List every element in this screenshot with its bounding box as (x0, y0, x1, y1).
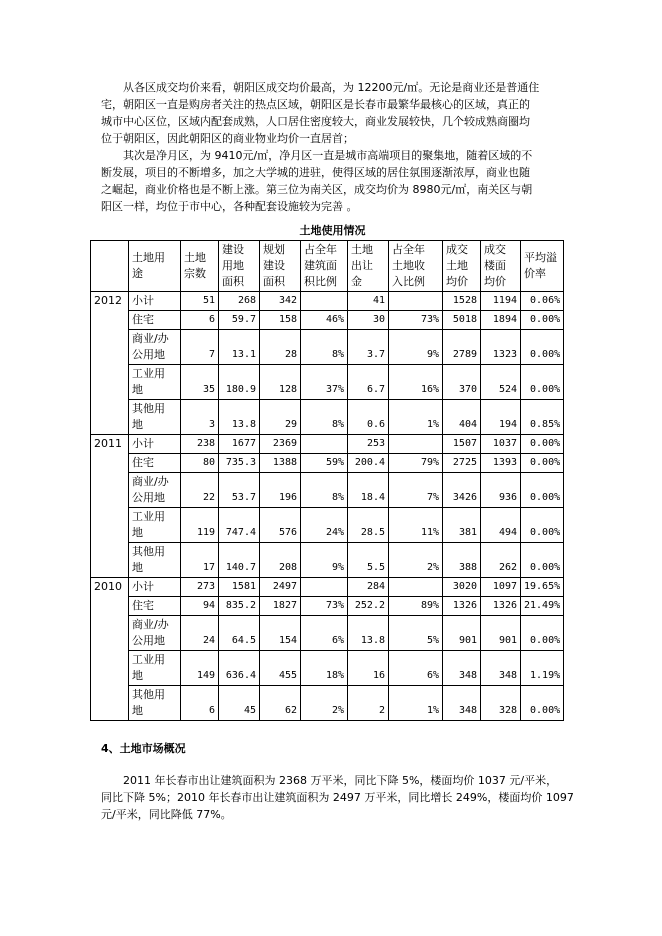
value-cell: 89% (389, 597, 443, 616)
column-header-text: 出让 (351, 259, 373, 272)
column-header (181, 241, 219, 292)
value-cell: 62 (260, 686, 301, 721)
paragraph-district-prices (101, 79, 571, 215)
value-cell: 11% (389, 508, 443, 543)
category-text: 公用地 (132, 348, 165, 361)
value-cell: 328 (481, 686, 521, 721)
value-cell: 46% (301, 311, 348, 330)
category-text: 其他用 (132, 545, 165, 558)
value-cell: 2% (389, 543, 443, 578)
value-cell: 73% (389, 311, 443, 330)
value-cell: 1323 (481, 330, 521, 365)
value-cell: 5% (389, 616, 443, 651)
category-cell (129, 578, 181, 597)
value-cell: 747.4 (219, 508, 260, 543)
value-cell: 45 (219, 686, 260, 721)
value-cell: 2% (301, 686, 348, 721)
value-cell: 194 (481, 400, 521, 435)
value-cell: 9% (301, 543, 348, 578)
value-cell: 268 (219, 292, 260, 311)
value-cell (301, 578, 348, 597)
value-cell: 0.00% (521, 365, 564, 400)
value-cell: 28.5 (348, 508, 389, 543)
paragraph-line: 元/平米，同比降低 77%。 (101, 808, 232, 821)
table-row (91, 597, 564, 616)
value-cell: 0.00% (521, 435, 564, 454)
value-cell: 936 (481, 473, 521, 508)
value-cell: 0.6 (348, 400, 389, 435)
table-row (91, 651, 564, 686)
paragraph-line: 2011 年长春市出让建筑面积为 2368 万平米，同比下降 5%，楼面均价 1037 元/平米， (123, 774, 558, 787)
value-cell: 158 (260, 311, 301, 330)
value-cell: 16 (348, 651, 389, 686)
value-cell: 1037 (481, 435, 521, 454)
value-cell: 149 (181, 651, 219, 686)
value-cell: 0.00% (521, 454, 564, 473)
value-cell: 1581 (219, 578, 260, 597)
category-text: 地 (132, 561, 143, 574)
table-row (91, 508, 564, 543)
column-header (260, 241, 301, 292)
category-text: 其他用 (132, 688, 165, 701)
category-text: 其他用 (132, 402, 165, 415)
section-heading: 4、土地市场概况 (101, 742, 186, 755)
value-cell: 1.19% (521, 651, 564, 686)
value-cell (389, 578, 443, 597)
category-text: 地 (132, 669, 143, 682)
value-cell: 252.2 (348, 597, 389, 616)
value-cell: 388 (443, 543, 481, 578)
table-row (91, 292, 564, 311)
column-header-text: 面积 (222, 275, 244, 288)
value-cell: 3 (181, 400, 219, 435)
column-header-text: 建筑面 (304, 259, 337, 272)
value-cell: 0.85% (521, 400, 564, 435)
column-header-text: 规划 (263, 243, 285, 256)
column-header (521, 241, 564, 292)
value-cell: 342 (260, 292, 301, 311)
table-row (91, 686, 564, 721)
value-cell: 1% (389, 400, 443, 435)
year-cell: 2011 (91, 435, 129, 578)
table-row (91, 454, 564, 473)
value-cell: 253 (348, 435, 389, 454)
value-cell: 2369 (260, 435, 301, 454)
value-cell: 1393 (481, 454, 521, 473)
value-cell: 29 (260, 400, 301, 435)
value-cell: 735.3 (219, 454, 260, 473)
category-text: 地 (132, 418, 143, 431)
value-cell: 128 (260, 365, 301, 400)
value-cell: 901 (443, 616, 481, 651)
value-cell: 1388 (260, 454, 301, 473)
header-year-blank (91, 241, 129, 292)
value-cell: 119 (181, 508, 219, 543)
category-cell (129, 686, 181, 721)
column-header-text: 成交 (446, 243, 468, 256)
value-cell: 636.4 (219, 651, 260, 686)
value-cell: 53.7 (219, 473, 260, 508)
value-cell: 284 (348, 578, 389, 597)
table-header-row (91, 241, 564, 292)
value-cell: 1677 (219, 435, 260, 454)
value-cell: 19.65% (521, 578, 564, 597)
category-cell (129, 365, 181, 400)
value-cell: 200.4 (348, 454, 389, 473)
value-cell: 59% (301, 454, 348, 473)
value-cell: 1194 (481, 292, 521, 311)
value-cell: 79% (389, 454, 443, 473)
table-row (91, 365, 564, 400)
paragraph-land-market (101, 772, 574, 823)
value-cell: 21.49% (521, 597, 564, 616)
paragraph-line: 同比下降 5%；2010 年长春市出让建筑面积为 2497 万平米，同比增长 249%，楼面均价 1097 (101, 791, 574, 804)
value-cell: 0.06% (521, 292, 564, 311)
column-header (348, 241, 389, 292)
paragraph-line: 断发展，项目的不断增多，加之大学城的进驻，使得区域的居住氛围逐渐浓厚，商业也随 (101, 166, 530, 179)
value-cell: 1827 (260, 597, 301, 616)
column-header-text: 楼面 (484, 259, 506, 272)
value-cell: 1326 (443, 597, 481, 616)
value-cell: 0.00% (521, 616, 564, 651)
column-header-text: 金 (351, 275, 362, 288)
category-text: 工业用 (132, 653, 165, 666)
column-header-text: 土地收 (392, 259, 425, 272)
value-cell: 35 (181, 365, 219, 400)
table-row (91, 400, 564, 435)
paragraph-line: 位于朝阳区，因此朝阳区的商业物业均价一直居首； (101, 132, 354, 145)
value-cell: 94 (181, 597, 219, 616)
table-row (91, 330, 564, 365)
category-cell (129, 400, 181, 435)
column-header-text: 建设 (263, 259, 285, 272)
value-cell: 7% (389, 473, 443, 508)
value-cell: 13.1 (219, 330, 260, 365)
column-header (129, 241, 181, 292)
value-cell: 1507 (443, 435, 481, 454)
year-cell: 2012 (91, 292, 129, 435)
column-header (443, 241, 481, 292)
category-text: 工业用 (132, 367, 165, 380)
table-title: 土地使用情况 (299, 224, 366, 237)
value-cell: 455 (260, 651, 301, 686)
value-cell: 154 (260, 616, 301, 651)
category-text: 住宅 (132, 313, 154, 326)
value-cell: 901 (481, 616, 521, 651)
value-cell: 6 (181, 686, 219, 721)
value-cell: 17 (181, 543, 219, 578)
value-cell: 1% (389, 686, 443, 721)
value-cell: 41 (348, 292, 389, 311)
column-header-text: 宗数 (184, 267, 206, 280)
value-cell: 140.7 (219, 543, 260, 578)
paragraph-line: 宅，朝阳区一直是购房者关注的热点区域，朝阳区是长春市最繁华最核心的区域，真正的 (101, 98, 530, 111)
value-cell: 404 (443, 400, 481, 435)
category-cell (129, 543, 181, 578)
column-header (219, 241, 260, 292)
column-header-text: 土地 (184, 251, 206, 264)
value-cell: 3020 (443, 578, 481, 597)
value-cell: 196 (260, 473, 301, 508)
value-cell: 37% (301, 365, 348, 400)
value-cell: 0.00% (521, 330, 564, 365)
value-cell: 835.2 (219, 597, 260, 616)
table-row (91, 578, 564, 597)
category-text: 小计 (132, 580, 154, 593)
column-header-text: 占全年 (392, 243, 425, 256)
value-cell: 2789 (443, 330, 481, 365)
column-header-text: 土地 (446, 259, 468, 272)
category-cell (129, 454, 181, 473)
category-text: 住宅 (132, 599, 154, 612)
value-cell: 1528 (443, 292, 481, 311)
value-cell: 13.8 (348, 616, 389, 651)
value-cell: 2497 (260, 578, 301, 597)
category-text: 商业/办 (132, 475, 169, 488)
value-cell: 1326 (481, 597, 521, 616)
value-cell: 348 (443, 651, 481, 686)
value-cell: 262 (481, 543, 521, 578)
category-text: 工业用 (132, 510, 165, 523)
value-cell: 1894 (481, 311, 521, 330)
value-cell: 30 (348, 311, 389, 330)
value-cell: 494 (481, 508, 521, 543)
value-cell: 7 (181, 330, 219, 365)
category-cell (129, 616, 181, 651)
column-header (481, 241, 521, 292)
column-header-text: 建设 (222, 243, 244, 256)
value-cell: 0.00% (521, 686, 564, 721)
value-cell: 0.00% (521, 473, 564, 508)
column-header-text: 土地用 (132, 251, 165, 264)
value-cell: 0.00% (521, 543, 564, 578)
value-cell (389, 292, 443, 311)
value-cell (301, 292, 348, 311)
column-header-text: 途 (132, 267, 143, 280)
value-cell: 8% (301, 400, 348, 435)
column-header-text: 均价 (446, 275, 468, 288)
value-cell: 64.5 (219, 616, 260, 651)
value-cell: 6 (181, 311, 219, 330)
paragraph-line: 其次是净月区，为 9410元/㎡，净月区一直是城市高端项目的聚集地，随着区域的不 (123, 149, 533, 162)
column-header-text: 土地 (351, 243, 373, 256)
category-cell (129, 435, 181, 454)
value-cell: 0.00% (521, 508, 564, 543)
value-cell: 381 (443, 508, 481, 543)
category-text: 地 (132, 383, 143, 396)
value-cell: 51 (181, 292, 219, 311)
value-cell: 28 (260, 330, 301, 365)
value-cell: 6% (301, 616, 348, 651)
category-text: 地 (132, 526, 143, 539)
value-cell: 8% (301, 330, 348, 365)
category-cell (129, 330, 181, 365)
category-text: 公用地 (132, 491, 165, 504)
value-cell: 3426 (443, 473, 481, 508)
category-cell (129, 311, 181, 330)
table-row (91, 473, 564, 508)
value-cell: 6.7 (348, 365, 389, 400)
value-cell: 3.7 (348, 330, 389, 365)
category-text: 住宅 (132, 456, 154, 469)
value-cell: 238 (181, 435, 219, 454)
value-cell: 576 (260, 508, 301, 543)
category-cell (129, 651, 181, 686)
value-cell: 2 (348, 686, 389, 721)
column-header (301, 241, 348, 292)
value-cell (389, 435, 443, 454)
year-cell: 2010 (91, 578, 129, 721)
value-cell: 524 (481, 365, 521, 400)
column-header-text: 成交 (484, 243, 506, 256)
column-header-text: 平均溢 (524, 251, 557, 264)
table-row (91, 616, 564, 651)
value-cell: 5018 (443, 311, 481, 330)
value-cell: 348 (481, 651, 521, 686)
category-text: 地 (132, 704, 143, 717)
value-cell: 8% (301, 473, 348, 508)
table-row (91, 543, 564, 578)
category-text: 公用地 (132, 634, 165, 647)
paragraph-line: 之崛起，商业价格也是不断上涨。第三位为南关区，成交均价为 8980元/㎡，南关区与朝 (101, 183, 533, 196)
table-row (91, 311, 564, 330)
value-cell: 24 (181, 616, 219, 651)
value-cell: 348 (443, 686, 481, 721)
category-text: 商业/办 (132, 618, 169, 631)
column-header-text: 用地 (222, 259, 244, 272)
column-header-text: 积比例 (304, 275, 337, 288)
column-header-text: 占全年 (304, 243, 337, 256)
value-cell: 73% (301, 597, 348, 616)
value-cell: 22 (181, 473, 219, 508)
value-cell: 208 (260, 543, 301, 578)
column-header-text: 均价 (484, 275, 506, 288)
category-text: 小计 (132, 437, 154, 450)
value-cell: 1097 (481, 578, 521, 597)
column-header (389, 241, 443, 292)
value-cell: 5.5 (348, 543, 389, 578)
paragraph-line: 从各区成交均价来看，朝阳区成交均价最高，为 12200元/㎡。无论是商业还是普通住 (123, 81, 540, 94)
category-cell (129, 508, 181, 543)
table-row (91, 435, 564, 454)
value-cell: 273 (181, 578, 219, 597)
category-text: 小计 (132, 294, 154, 307)
value-cell: 18% (301, 651, 348, 686)
value-cell: 18.4 (348, 473, 389, 508)
value-cell: 2725 (443, 454, 481, 473)
value-cell: 9% (389, 330, 443, 365)
value-cell: 6% (389, 651, 443, 686)
value-cell: 370 (443, 365, 481, 400)
value-cell: 13.8 (219, 400, 260, 435)
value-cell: 24% (301, 508, 348, 543)
land-use-table (90, 240, 564, 721)
value-cell: 180.9 (219, 365, 260, 400)
column-header-text: 面积 (263, 275, 285, 288)
column-header-text: 价率 (524, 267, 546, 280)
value-cell (301, 435, 348, 454)
category-text: 商业/办 (132, 332, 169, 345)
value-cell: 80 (181, 454, 219, 473)
category-cell (129, 597, 181, 616)
paragraph-line: 阳区一样，均位于市中心，各种配套设施较为完善 。 (101, 200, 358, 213)
column-header-text: 入比例 (392, 275, 425, 288)
value-cell: 0.00% (521, 311, 564, 330)
category-cell (129, 473, 181, 508)
value-cell: 16% (389, 365, 443, 400)
paragraph-line: 城市中心区位，区域内配套成熟，人口居住密度较大，商业发展较快，几个较成熟商圈均 (101, 115, 530, 128)
value-cell: 59.7 (219, 311, 260, 330)
category-cell (129, 292, 181, 311)
